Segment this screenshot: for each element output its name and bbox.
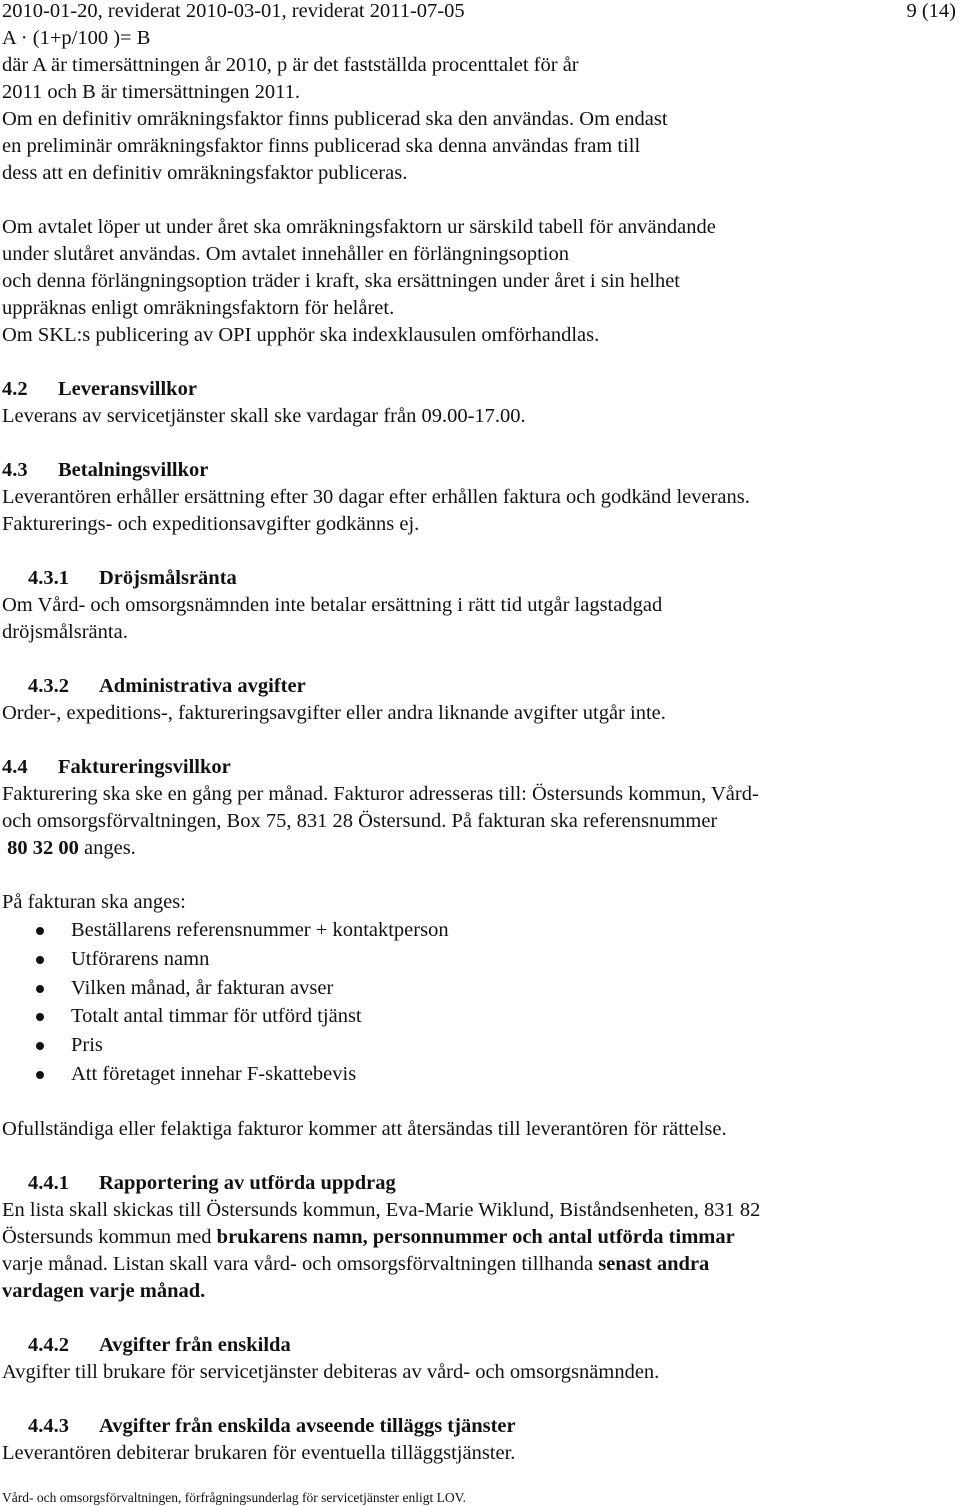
section-title: Avgifter från enskilda [99,1333,291,1356]
subsection-heading [2,565,952,592]
bullet-icon [36,1042,44,1050]
list-item-text: Utförarens namn [71,947,210,970]
section-title: Avgifter från enskilda avseende tilläggs tjänster [99,1414,516,1437]
list-item-text: Beställarens referensnummer + kontaktperson [71,919,449,941]
section-number: 4.4.2 [28,1333,69,1356]
list-item [2,945,952,974]
list-item [2,1060,952,1089]
section-number: 4.2 [2,378,28,400]
text-line: dröjsmålsränta. [2,621,128,643]
section-heading [2,754,952,781]
section-title: Leveransvillkor [58,378,197,400]
text-line: Order-, expeditions-, faktureringsavgifter eller andra liknande avgifter utgår inte. [2,702,666,724]
section-title: Betalningsvillkor [58,459,209,481]
bullet-icon [36,1013,44,1021]
section-4-3 [2,457,952,538]
agreement-paragraph [2,214,952,349]
text-line: Om avtalet löper ut under året ska omräkningsfaktorn ur särskild tabell för användande [2,216,716,238]
text-line: och omsorgsförvaltningen, Box 75, 831 28 Östersund. På fakturan ska referensnummer [2,810,718,832]
subsection-heading [2,1170,952,1197]
document-page [2,0,956,1467]
bold-text: vardagen varje månad. [2,1279,206,1302]
text-line: Om SKL:s publicering av OPI upphör ska indexklausulen omförhandlas. [2,324,600,346]
list-item-text: Pris [71,1034,103,1057]
section-title: Administrativa avgifter [99,675,306,697]
section-number: 4.4.3 [28,1414,69,1437]
section-heading [2,376,952,403]
text-line: Fakturering ska ske en gång per månad. Fakturor adresseras till: Östersunds kommun, Vård- [2,783,759,805]
page-number: 9 (14) [906,0,956,22]
subsection-heading [2,1413,952,1440]
text-line: och denna förlängningsoption träder i kraft, ska ersättningen under året i sin helhet [2,270,680,292]
section-number: 4.4.1 [28,1171,69,1194]
text-fragment: varje månad. Listan skall vara vård- och omsorgsförvaltningen tillhanda [2,1252,599,1275]
text-line: en preliminär omräkningsfaktor finns publicerad ska denna användas fram till [2,135,641,157]
bold-text: senast andra [598,1252,710,1275]
list-item-text: Totalt antal timmar för utförd tjänst [71,1005,362,1028]
section-title: Faktureringsvillkor [58,756,231,778]
list-item [2,916,952,945]
list-item [2,974,952,1003]
text-line: Leverantören erhåller ersättning efter 30 dagar efter erhållen faktura och godkänd leverans. [2,486,750,508]
section-4-3-2 [2,673,952,727]
bullet-icon [36,927,44,935]
page-header [2,0,956,25]
formula: A · (1+p/100 )= B [2,27,151,49]
bullet-icon [36,985,44,993]
section-title: Dröjsmålsränta [99,567,237,589]
text-line: under slutåret användas. Om avtalet innehåller en förlängningsoption [2,243,569,265]
text-fragment: anges. [78,837,136,859]
section-heading [2,457,952,484]
bullet-icon [36,1071,44,1079]
section-number: 4.3.1 [28,567,69,589]
section-4-4 [2,754,952,1143]
page-footer: Vård- och omsorgsförvaltningen, förfrågningsunderlag för servicetjänster enligt LOV. [2,1490,466,1505]
list-item [2,1031,952,1060]
text-line: Leverans av servicetjänster skall ske vardagar från 09.00-17.00. [2,405,526,427]
list-item-text: Att företaget innehar F-skattebevis [71,1062,357,1085]
section-4-4-1 [2,1170,952,1305]
text-line: En lista skall skickas till Östersunds kommun, Eva-Marie Wiklund, Biståndsenheten, 831 82 [2,1198,761,1221]
section-4-2 [2,376,952,430]
subsection-heading [2,1332,952,1359]
text-line: Fakturerings- och expeditionsavgifter godkänns ej. [2,513,420,535]
section-number: 4.3 [2,459,28,481]
text-line: Ofullständiga eller felaktiga fakturor kommer att återsändas till leverantören för rättelse. [2,1117,727,1140]
text-line [2,1224,952,1251]
text-line: Om en definitiv omräkningsfaktor finns publicerad ska den användas. Om endast [2,108,668,130]
section-number: 4.3.2 [28,675,69,697]
text-line: där A är timersättningen år 2010, p är det fastställda procenttalet för år [2,54,579,76]
text-line [2,1251,952,1278]
text-line: uppräknas enligt omräkningsfaktorn för helåret. [2,297,395,319]
text-line: Om Vård- och omsorgsnämnden inte betalar ersättning i rätt tid utgår lagstadgad [2,594,663,616]
reference-number: 80 32 00 [7,837,79,859]
text-line: dess att en definitiv omräkningsfaktor publiceras. [2,162,408,184]
section-4-3-1 [2,565,952,646]
section-title: Rapportering av utförda uppdrag [99,1171,396,1194]
formula-block [2,25,952,187]
section-number: 4.4 [2,756,28,778]
subsection-heading [2,673,952,700]
section-4-4-3 [2,1413,952,1467]
section-4-4-2 [2,1332,952,1386]
text-line: 2011 och B är timersättningen 2011. [2,81,300,103]
bold-text: brukarens namn, personnummer och antal utförda timmar [216,1225,735,1248]
text-line: Avgifter till brukare för servicetjänster debiteras av vård- och omsorgsnämnden. [2,1360,660,1383]
list-item-text: Vilken månad, år fakturan avser [71,976,334,999]
text-fragment: Östersunds kommun med [2,1225,217,1248]
text-line: Leverantören debiterar brukaren för eventuella tilläggstjänster. [2,1441,516,1464]
text-line [2,835,952,862]
list-item [2,1002,952,1031]
revision-dates: 2010-01-20, reviderat 2010-03-01, reviderat 2011-07-05 [2,0,465,22]
invoice-requirements-list [2,916,952,1089]
bullet-icon [36,956,44,964]
list-intro: På fakturan ska anges: [2,891,186,913]
